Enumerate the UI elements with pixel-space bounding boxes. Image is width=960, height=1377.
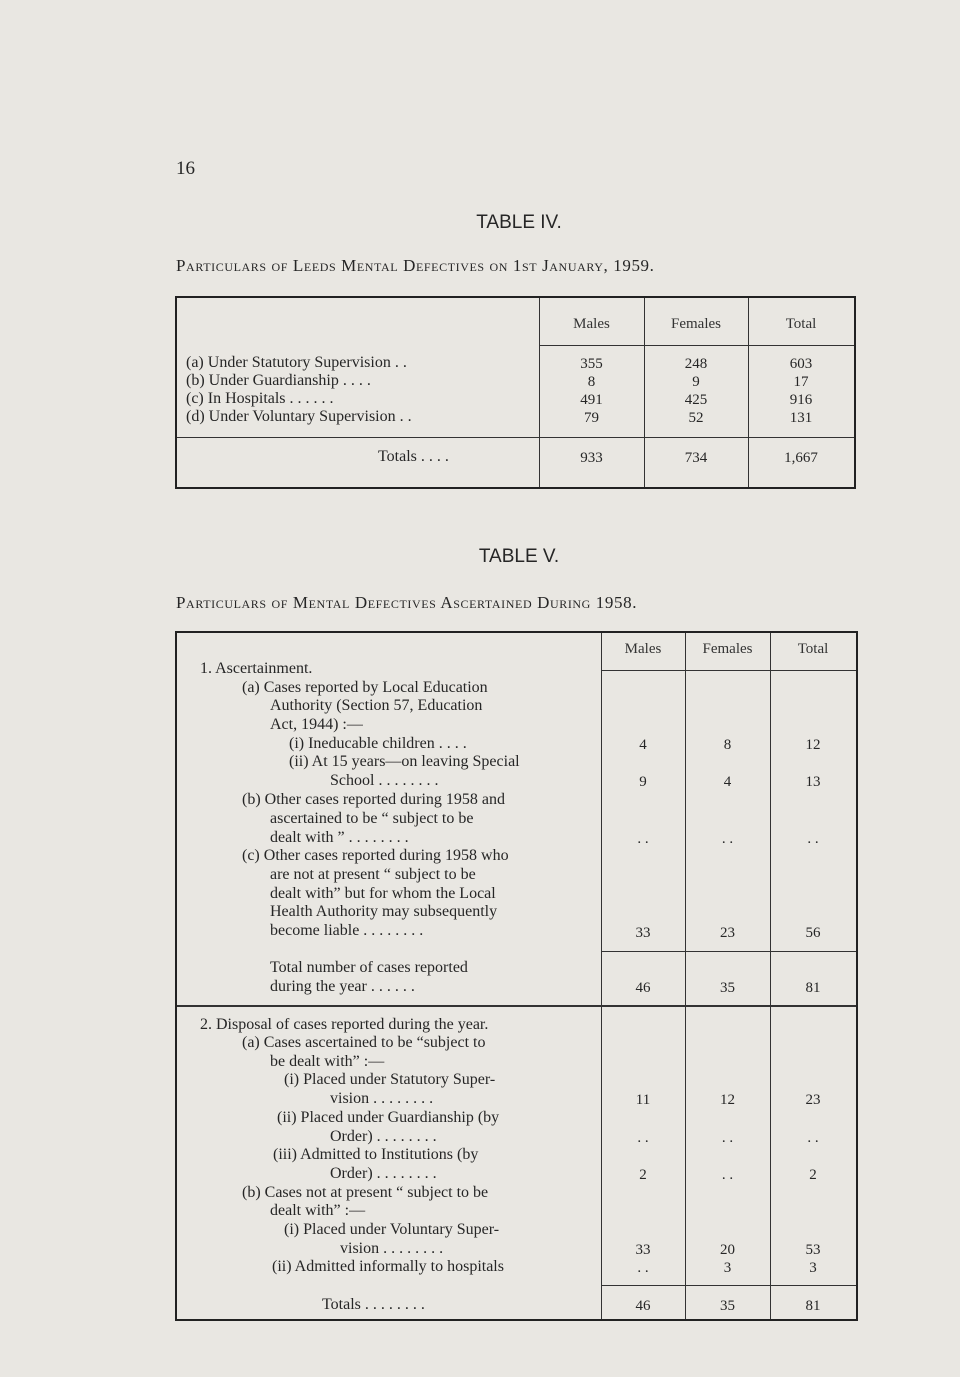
column-header-males: Males <box>624 641 662 657</box>
column-header-females: Females <box>702 641 753 657</box>
table-v-header-rule <box>601 670 856 671</box>
row-label: Health Authority may subsequently <box>270 903 498 920</box>
cell-females: . . <box>721 1167 734 1183</box>
cell-females: 8 <box>723 737 732 753</box>
table-iv-totals-rule <box>177 437 854 438</box>
row-label: Authority (Section 57, Education <box>270 697 483 714</box>
column-header-total: Total <box>785 316 817 332</box>
cell-females: 248 <box>684 356 708 372</box>
totals-males: 933 <box>580 450 603 466</box>
totals-total: 81 <box>805 1298 821 1314</box>
cell-males: 9 <box>639 774 647 790</box>
cell-total: 23 <box>805 1092 821 1108</box>
column-header-females: Females <box>671 316 721 332</box>
cell-females: 35 <box>720 980 735 996</box>
cell-males: 491 <box>580 392 603 408</box>
row-label: dealt with ” . . . . . . . . <box>270 829 409 846</box>
cell-total: 603 <box>789 356 813 372</box>
cell-total: 81 <box>805 980 821 996</box>
cell-females: 425 <box>684 392 708 408</box>
cell-males: . . <box>637 1130 649 1146</box>
row-label: vision . . . . . . . . <box>330 1090 434 1107</box>
row-label: (ii) Admitted informally to hospitals <box>272 1258 504 1275</box>
cell-females: 4 <box>723 774 732 790</box>
section-heading: 1. Ascertainment. <box>200 660 313 677</box>
cell-total: 3 <box>809 1260 817 1276</box>
row-label: dealt with” :— <box>270 1202 366 1219</box>
cell-total: . . <box>807 831 819 847</box>
cell-males: 2 <box>639 1167 647 1183</box>
row-label: (ii) Placed under Guardianship (by <box>277 1109 500 1126</box>
cell-males: 8 <box>587 374 596 390</box>
row-label: (b) Under Guardianship . . . . <box>186 372 371 389</box>
row-label: (d) Under Voluntary Supervision . . <box>186 408 412 425</box>
table-v-title: TABLE V. <box>478 546 560 567</box>
cell-total: 131 <box>789 410 813 426</box>
table-v-section-rule <box>177 1005 856 1007</box>
cell-males: 11 <box>635 1092 651 1108</box>
row-label: Act, 1944) :— <box>270 716 363 733</box>
cell-males: 33 <box>635 1242 651 1258</box>
cell-males: 33 <box>635 925 651 941</box>
table-v-totals-rule <box>601 1285 856 1286</box>
row-label: during the year . . . . . . <box>270 978 415 995</box>
cell-total: 916 <box>789 392 813 408</box>
row-label: Order) . . . . . . . . <box>330 1128 437 1145</box>
totals-males: 46 <box>635 1298 651 1314</box>
cell-females: 3 <box>723 1260 732 1276</box>
cell-females: . . <box>721 1130 734 1146</box>
row-label: be dealt with” :— <box>270 1053 385 1070</box>
row-label: (a) Cases reported by Local Education <box>242 679 488 696</box>
row-label: (ii) At 15 years—on leaving Special <box>289 753 520 770</box>
totals-females: 35 <box>720 1298 735 1314</box>
row-label: (a) Under Statutory Supervision . . <box>186 354 407 371</box>
section-heading: 2. Disposal of cases reported during the year. <box>200 1016 489 1033</box>
table-v-subtitle: Particulars of Mental Defectives Ascertained During 1958. <box>176 593 638 612</box>
table-iv-title: TABLE IV. <box>476 212 562 233</box>
cell-females: 12 <box>720 1092 735 1108</box>
row-label: (c) In Hospitals . . . . . . <box>186 390 334 407</box>
row-label: School . . . . . . . . <box>330 772 439 789</box>
column-header-total: Total <box>797 641 829 657</box>
row-label: Order) . . . . . . . . <box>330 1165 437 1182</box>
cell-total: 2 <box>809 1167 817 1183</box>
row-label: (iii) Admitted to Institutions (by <box>273 1146 479 1163</box>
cell-females: 9 <box>692 374 700 390</box>
cell-males: . . <box>637 831 649 847</box>
table-iv-header-rule <box>539 345 854 346</box>
row-label: (b) Other cases reported during 1958 and <box>242 791 506 808</box>
row-label: dealt with” but for whom the Local <box>270 885 496 902</box>
cell-females: . . <box>721 831 734 847</box>
cell-total: 13 <box>805 774 821 790</box>
table-iv-subtitle: Particulars of Leeds Mental Defectives on 1st January, 1959. <box>176 256 655 275</box>
row-label: (i) Placed under Statutory Super- <box>284 1071 496 1088</box>
cell-total: 56 <box>805 925 821 941</box>
cell-total: 12 <box>805 737 821 753</box>
cell-males: 79 <box>584 410 599 426</box>
column-header-males: Males <box>573 316 610 332</box>
totals-females: 734 <box>684 450 708 466</box>
row-label: (c) Other cases reported during 1958 who <box>242 847 509 864</box>
row-label: ascertained to be “ subject to be <box>270 810 474 827</box>
row-label: (a) Cases ascertained to be “subject to <box>242 1034 486 1051</box>
cell-males: 46 <box>635 980 651 996</box>
cell-males: 355 <box>580 356 603 372</box>
cell-total: 53 <box>805 1242 821 1258</box>
row-label: vision . . . . . . . . <box>340 1240 444 1257</box>
totals-label: Totals . . . . <box>378 448 449 465</box>
row-label: (b) Cases not at present “ subject to be <box>242 1184 489 1201</box>
row-label: (i) Placed under Voluntary Super- <box>284 1221 500 1238</box>
cell-total: . . <box>807 1130 819 1146</box>
row-label: become liable . . . . . . . . <box>270 922 424 939</box>
page-number: 16 <box>176 158 195 179</box>
cell-total: 17 <box>793 374 809 390</box>
row-label: are not at present “ subject to be <box>270 866 476 883</box>
row-label: (i) Ineducable children . . . . <box>289 735 467 752</box>
totals-total: 1,667 <box>784 450 818 466</box>
cell-females: 20 <box>720 1242 735 1258</box>
cell-males: 4 <box>639 737 647 753</box>
cell-females: 52 <box>688 410 704 426</box>
cell-females: 23 <box>720 925 735 941</box>
table-v-rule <box>601 951 856 952</box>
row-label: Total number of cases reported <box>270 959 468 976</box>
totals-label: Totals . . . . . . . . <box>322 1296 425 1313</box>
cell-males: . . <box>637 1260 649 1276</box>
